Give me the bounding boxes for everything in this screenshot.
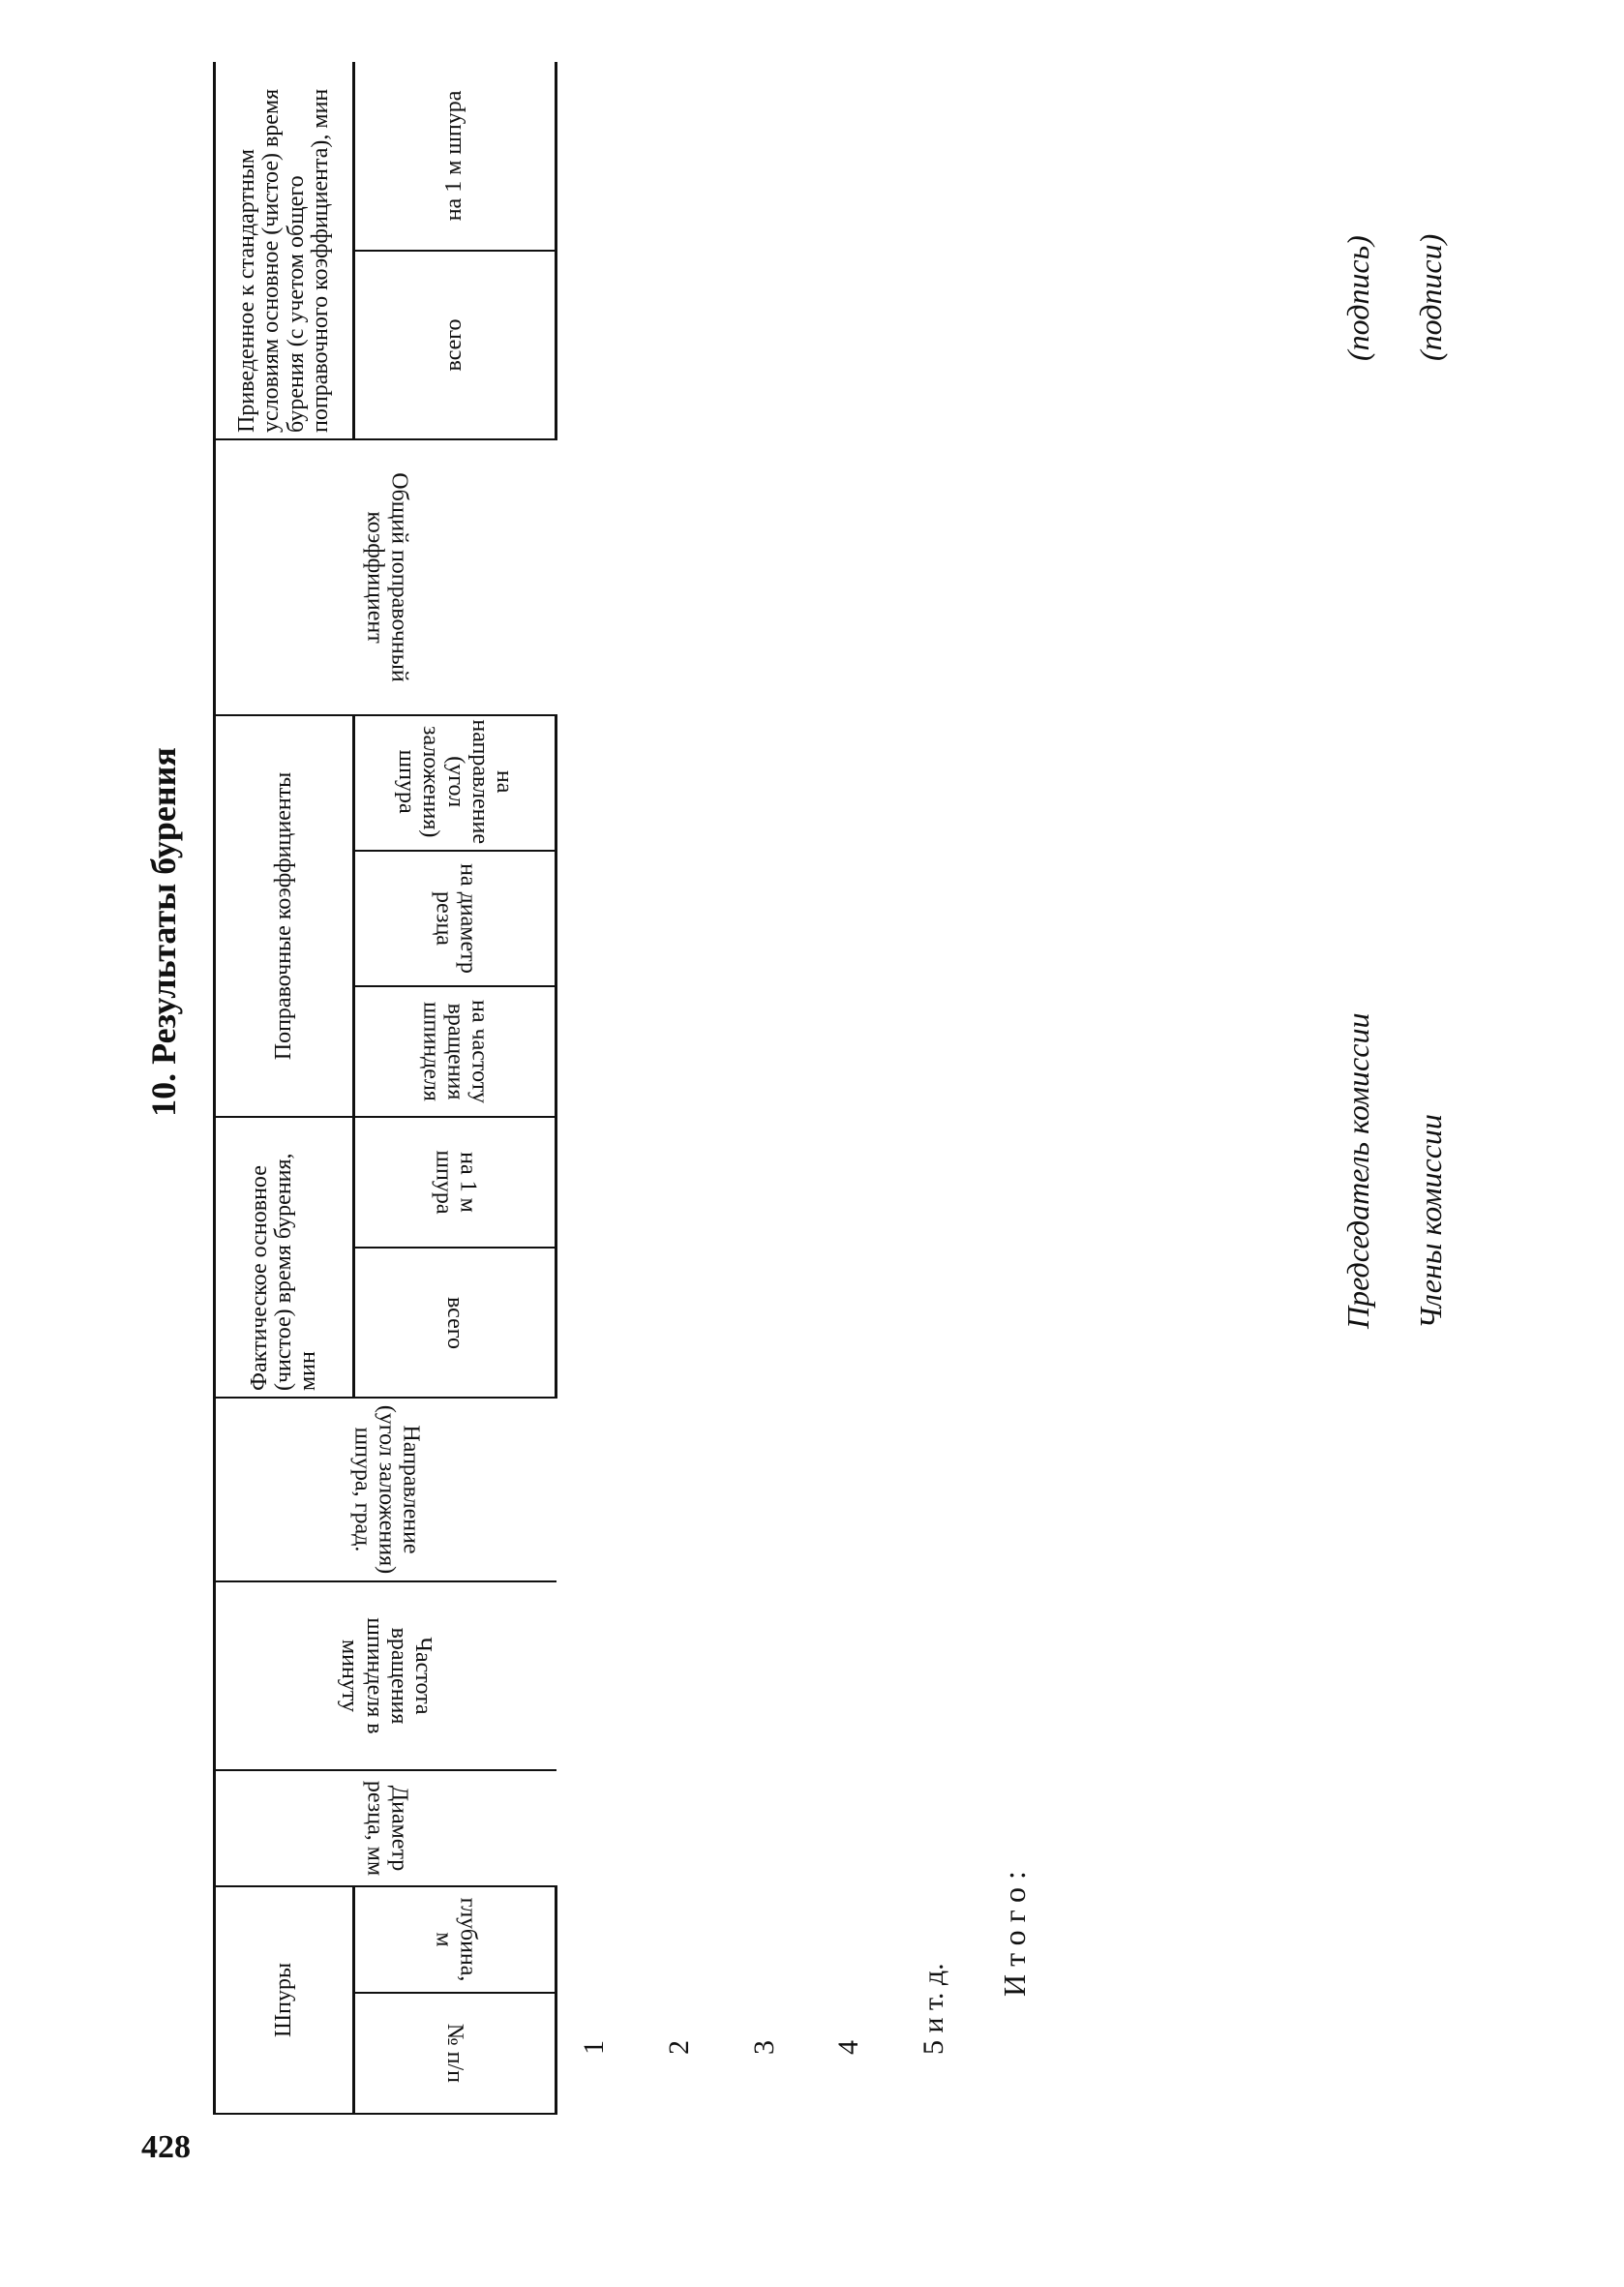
header-correction-coefficients [215,715,354,1117]
header-total-correction-label: Общий поправочный коэффициент [361,472,411,682]
page-title: 10. Результаты бурения [144,747,183,1117]
header-corr-direction [354,715,556,851]
header-hole-number [354,1993,556,2114]
header-corr-direction-label: на направление (угол заложения) шпура [394,719,517,844]
header-hole-number-label: № п/п [442,2023,468,2084]
header-corr-diameter [354,851,556,986]
header-cutter-diameter [215,1770,556,1886]
header-reduced-total [354,251,556,439]
header-hole-depth [354,1886,556,1993]
header-total-correction [215,439,556,715]
header-corr-diameter-label: на диаметр резца [431,863,481,974]
header-hole-depth-label: глубина, м [431,1897,481,1982]
members-label: Члены комиссии [1413,1114,1448,1329]
header-actual-time-label: Фактическое основное (чистое) время бурения, мин [246,1153,321,1391]
header-actual-time [215,1117,354,1398]
page-number: 428 [141,2129,191,2165]
header-actual-per-m-label: на 1 м шпура [431,1150,481,1215]
header-corr-rpm-label: на частоту вращения шпинделя [418,1000,493,1103]
header-direction-label: Направление (угол заложения) шпура, град. [349,1404,424,1575]
header-cutter-diameter-label: Диаметр резца, мм [361,1780,411,1877]
header-actual-total-label: всего [442,1296,468,1349]
total-label: Итого: [997,1863,1032,1997]
header-actual-per-m [354,1117,556,1248]
header-correction-coefficients-label: Поправочные коэффициенты [270,771,296,1061]
header-reduced-time-label: Приведенное к стандартным условиям основное (чистое) время бурения (с учетом общего поправочного коэффициента), мин [234,88,333,433]
header-actual-total [354,1248,556,1398]
header-spindle-rpm [215,1581,556,1770]
chairman-signature-label: (подпись) [1340,235,1375,361]
table-row-number: 3 [748,2040,780,2055]
header-direction [215,1398,556,1581]
header-reduced-per-m-label: на 1 м шпура [441,90,467,222]
header-corr-rpm [354,986,556,1117]
members-signature-label: (подписи) [1413,233,1448,361]
header-holes-label: Шпуры [270,1962,296,2038]
header-reduced-time [215,62,354,439]
table-row-number: 1 [578,2040,610,2055]
header-reduced-total-label: всего [441,318,467,372]
chairman-label: Председатель комиссии [1340,1012,1375,1329]
table-row-number: 2 [663,2040,695,2055]
header-holes [215,1886,354,2114]
table-row-number: 5 и т. д. [917,1963,949,2055]
header-reduced-per-m [354,62,556,251]
table-row-number: 4 [832,2040,864,2055]
header-spindle-rpm-label: Частота вращения шпинделя в минуту [337,1617,436,1734]
drilling-results-table [213,62,557,2115]
